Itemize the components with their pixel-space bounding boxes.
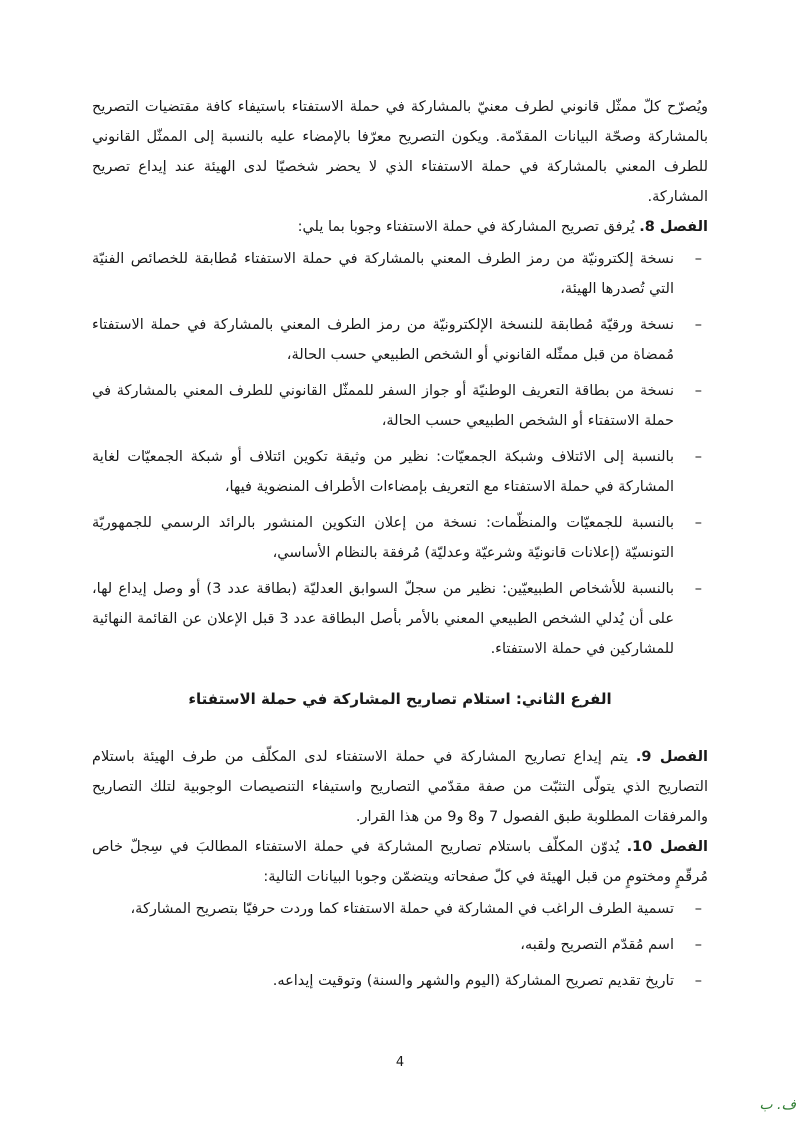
list-item: – بالنسبة للأشخاص الطبيعيّين: نظير من سجلّ السوابق العدليّة (بطاقة عدد 3) أو وصل إيداع لها، على أن يُدلي الشخص الطبيعي المعني بالأمر بأصل البطاقة عدد 3 قبل الإعلان عن القائمة النهائية للمشاركين في حملة الاستفتاء. (92, 574, 708, 664)
article-8-list (92, 244, 708, 664)
article-9-text: يتم إيداع تصاريح المشاركة في حملة الاستفتاء لدى المكلّف من طرف الهيئة باستلام التصاريح الذي يتولّى التثبّت من صفة مقدّمي التصاريح واستيفاء التنصيصات الوجوبية لتلك التصاريح والمرفقات المطلوبة طبق الفصول 7 و8 و9 من هذا القرار. (92, 749, 708, 825)
list-item: – اسم مُقدّم التصريح ولقبه، (92, 930, 708, 960)
article-8-text: يُرفق تصريح المشاركة في حملة الاستفتاء وجوبا بما يلي: (297, 219, 635, 235)
dash-bullet: – (694, 973, 702, 989)
list-item: – بالنسبة إلى الائتلاف وشبكة الجمعيّات: نظير من وثيقة تكوين ائتلاف أو شبكة الجمعيّات لغاية المشاركة في حملة الاستفتاء مع التعريف بإمضاءات الأطراف المنضوية فيها، (92, 442, 708, 502)
list-item: – نسخة إلكترونيّة من رمز الطرف المعني بالمشاركة في حملة الاستفتاء مُطابقة للخصائص الفنيّة التي تُصدرها الهيئة، (92, 244, 708, 304)
article-10-label: الفصل 10. (626, 839, 709, 855)
dash-bullet: – (694, 901, 702, 917)
article-10-text: يُدوّن المكلّف باستلام تصاريح المشاركة في حملة الاستفتاء المطالبَ في سِجلّ خاص مُرقّمٍ ومختومٍ من قبل الهيئة في كلّ صفحاته ويتضمّن وجوبا البيانات التالية: (92, 839, 708, 885)
list-item: – تسمية الطرف الراغب في المشاركة في حملة الاستفتاء كما وردت حرفيّا بتصريح المشاركة، (92, 894, 708, 924)
dash-bullet: – (694, 251, 702, 267)
article-9-label: الفصل 9. (635, 749, 708, 765)
dash-bullet: – (694, 515, 702, 531)
intro-paragraph: ويُصرّح كلّ ممثّل قانوني لطرف معنيّ بالمشاركة في حملة الاستفتاء باستيفاء كافة مقتضيات التصريح بالمشاركة وصحّة البيانات المقدّمة. ويكون التصريح معرّفا بالإمضاء عليه بالنسبة إلى الممثّل القانوني للطرف المعني بالمشاركة في حملة الاستفتاء الذي لا يحضر شخصيّا لدى الهيئة عند إيداع تصريح المشاركة. (92, 99, 708, 205)
initials-signature: ف. ب (759, 1097, 796, 1113)
list-item: – نسخة ورقيّة مُطابقة للنسخة الإلكترونيّة من رمز الطرف المعني بالمشاركة في حملة الاستفتاء مُمضاة من قبل ممثّله القانوني أو الشخص الطبيعي حسب الحالة، (92, 310, 708, 370)
list-item: – نسخة من بطاقة التعريف الوطنيّة أو جواز السفر للممثّل القانوني للطرف المعني بالمشاركة في حملة الاستفتاء أو الشخص الطبيعي حسب الحالة، (92, 376, 708, 436)
dash-bullet: – (694, 383, 702, 399)
article-10-list (92, 894, 708, 996)
article-10 (92, 832, 708, 892)
article-9 (92, 742, 708, 832)
dash-bullet: – (694, 581, 702, 597)
dash-bullet: – (694, 317, 702, 333)
list-item: – بالنسبة للجمعيّات والمنظّمات: نسخة من إعلان التكوين المنشور بالرائد الرسمي للجمهوريّة التونسيّة (إعلانات قانونيّة وشرعيّة وعدليّة) مُرفقة بالنظام الأساسي، (92, 508, 708, 568)
section-title: الفرع الثاني: استلام تصاريح المشاركة في حملة الاستفتاء (188, 690, 612, 708)
list-item: – تاريخ تقديم تصريح المشاركة (اليوم والشهر والسنة) وتوقيت إيداعه. (92, 966, 708, 996)
dash-bullet: – (694, 937, 702, 953)
page-number: 4 (395, 1055, 405, 1070)
article-8-label: الفصل 8. (639, 219, 708, 235)
article-8-heading (92, 212, 708, 242)
document-body (92, 92, 708, 1002)
dash-bullet: – (694, 449, 702, 465)
